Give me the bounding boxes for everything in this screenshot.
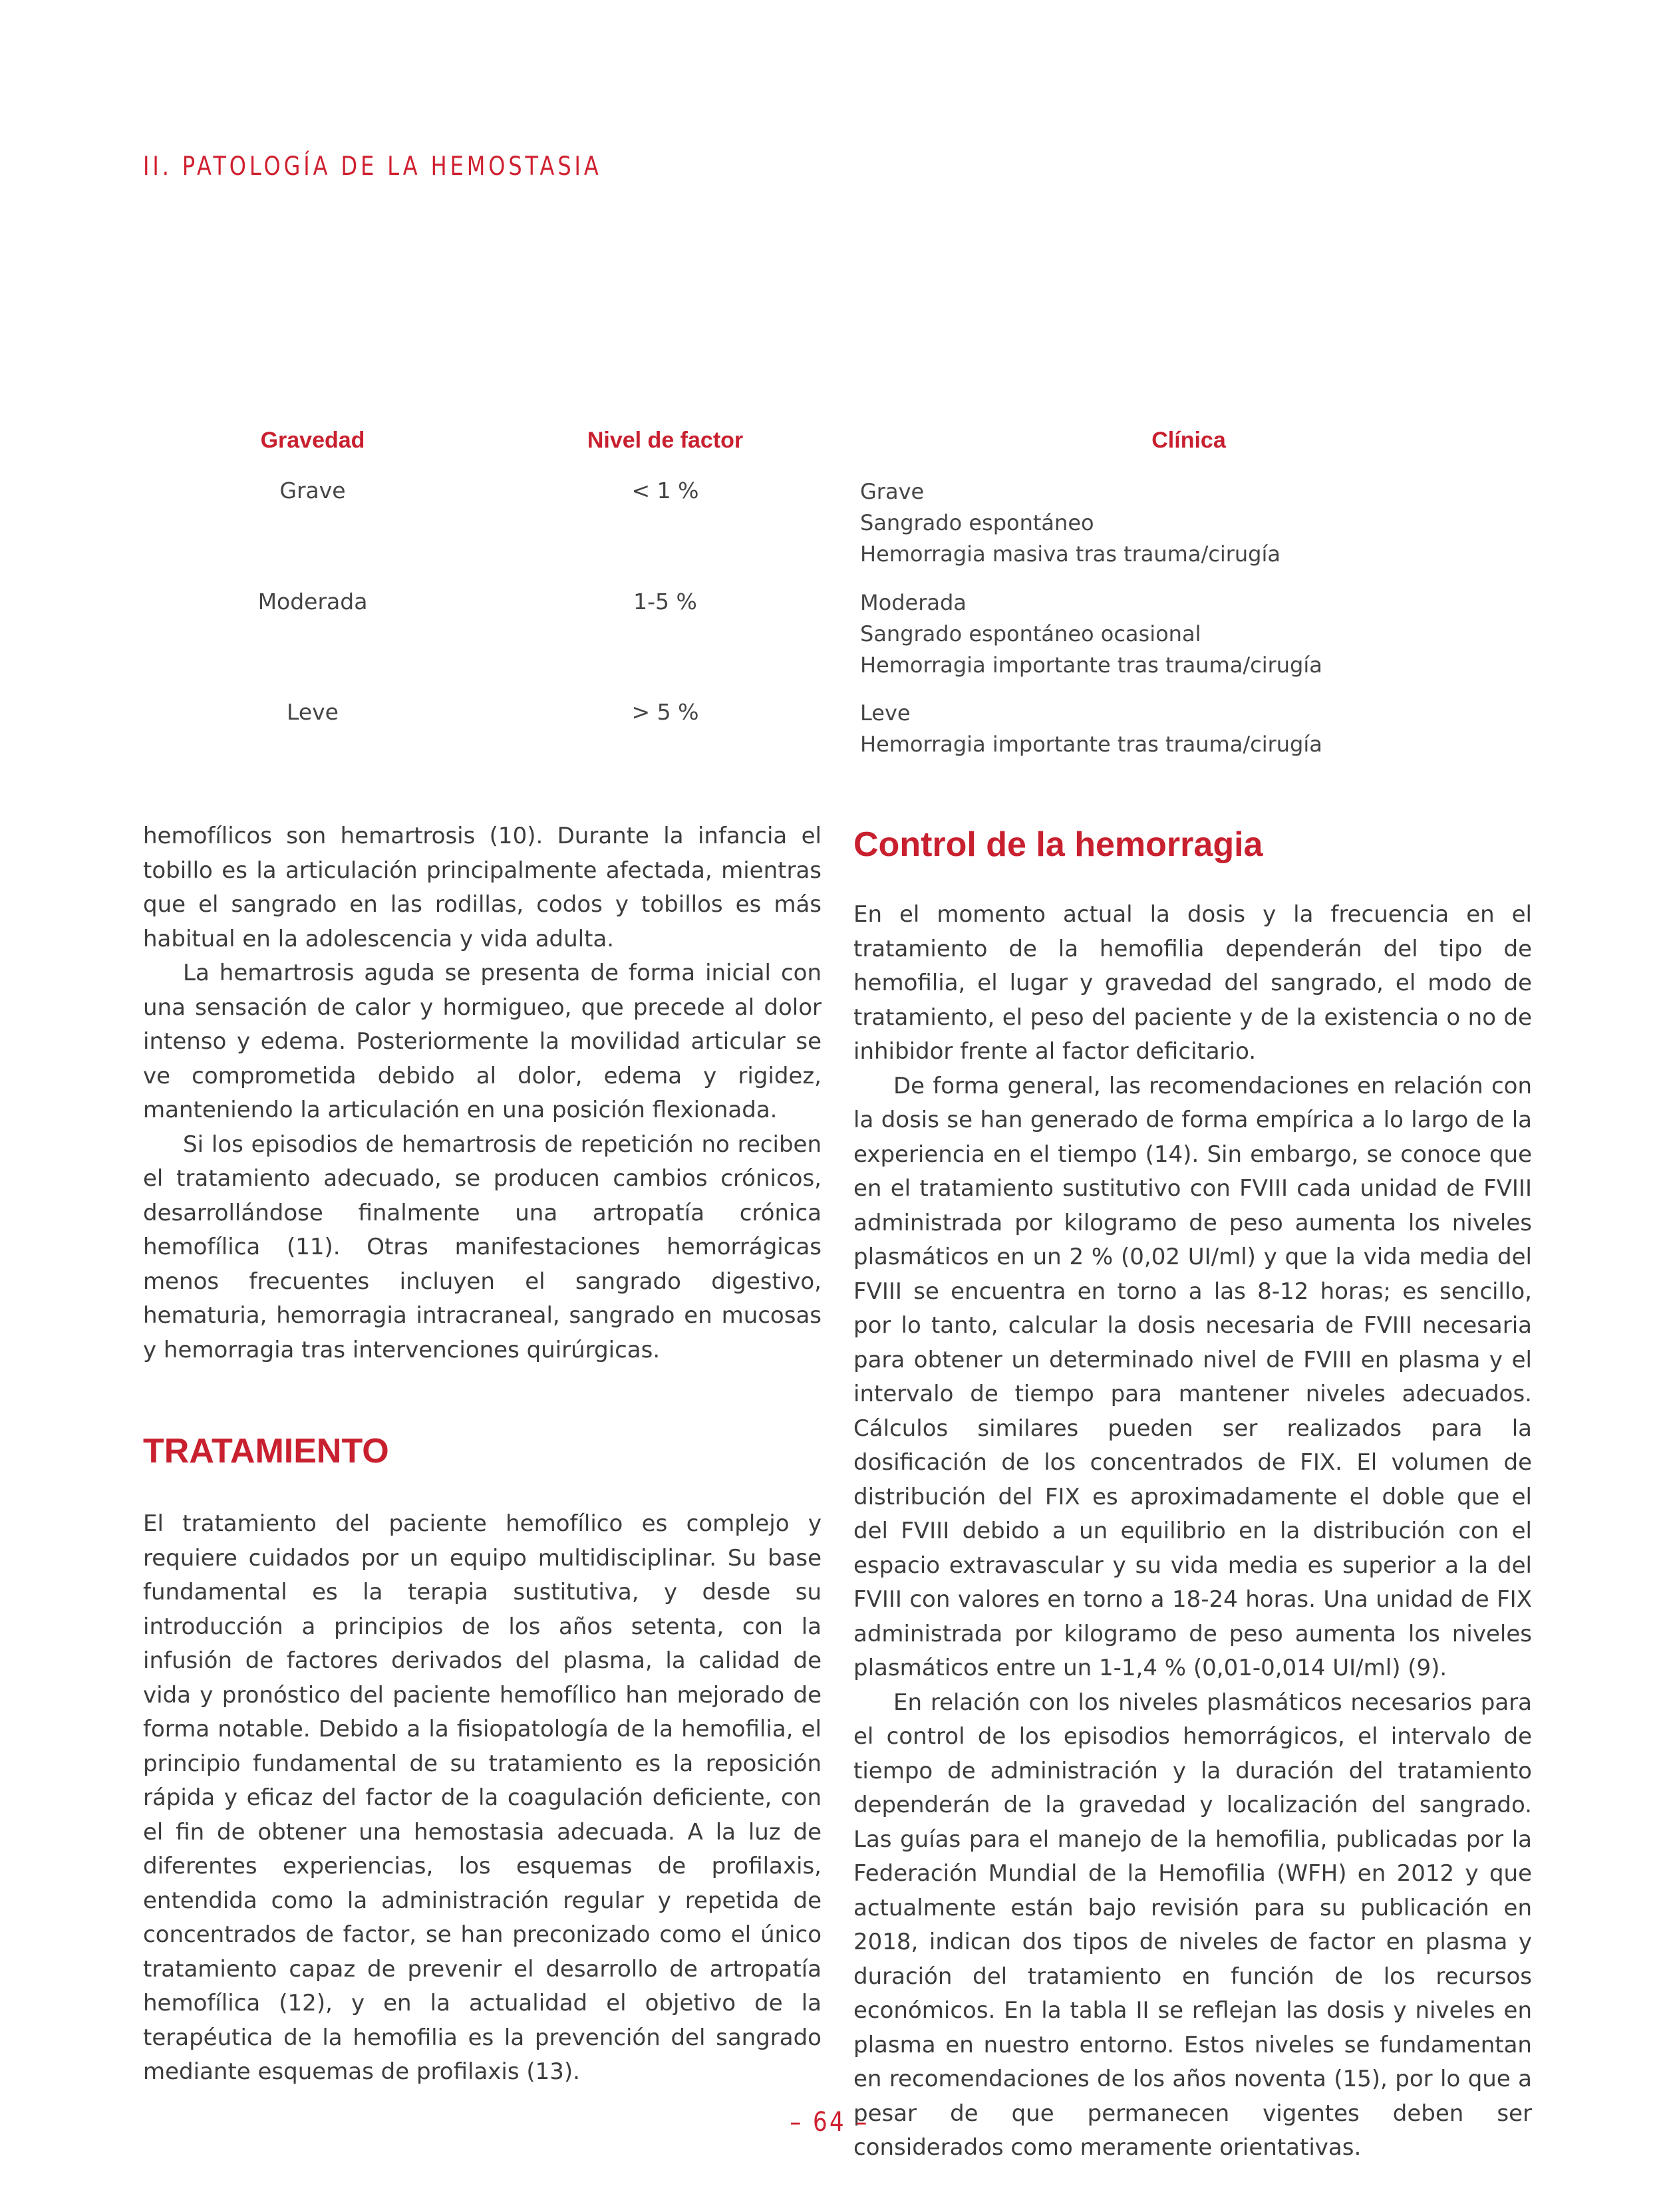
body-paragraph: La hemartrosis aguda se presenta de forma inicial con una sensación de calor y hormigueo, que precede al dolor intenso y edema. Posteriormente la movilidad articular se ve comprometida debido al dolor, edema y rigidez, manteniendo la articulación en una posición flexionada. xyxy=(143,960,822,1123)
table-cell-clinica xyxy=(860,587,1322,681)
clinica-line: Moderada xyxy=(860,590,967,615)
section-heading-tratamiento: TRATAMIENTO xyxy=(143,1432,389,1470)
right-column xyxy=(853,898,1532,2165)
table-header-gravedad: Gravedad xyxy=(260,428,365,453)
body-paragraph: En el momento actual la dosis y la frecuencia en el tratamiento de la hemofilia dependerán del tipo de hemofilia, el lugar y gravedad del sangrado, el modo de tratamiento, el peso del paciente y de la existencia o no de inhibidor frente al factor deficitario. xyxy=(853,901,1532,1065)
page-number: – 64 – xyxy=(790,2107,869,2138)
clinica-line: Leve xyxy=(860,700,911,726)
clinica-line: Hemorragia importante tras trauma/cirugía xyxy=(860,732,1322,757)
clinica-line: Grave xyxy=(860,479,925,504)
table-cell-gravedad: Moderada xyxy=(257,589,368,615)
section-heading-control: Control de la hemorragia xyxy=(853,825,1263,864)
clinica-line: Hemorragia importante tras trauma/cirugía xyxy=(860,652,1322,678)
body-paragraph: De forma general, las recomendaciones en relación con la dosis se han generado de forma empírica a lo largo de la experiencia en el tiempo (14). Sin embargo, se conoce que en el tratamiento sustitutivo con FVIII cada unidad de FVIII administrada por kilogramo de peso aumenta los niveles plasmáticos en un 2 % (0,02 UI/ml) y que la vida media del FVIII se encuentra en torno a las 8-12 horas; es sencillo, por lo tanto, calcular la dosis necesaria de FVIII necesaria para obtener un determinado nivel de FVIII en plasma y el intervalo de tiempo para mantener niveles adecuados. Cálculos similares pueden ser realizados para la dosificación de los concentrados de FIX. El volumen de distribución del FIX es aproximadamente el doble que el del FVIII debido a un equilibrio en la distribución con el espacio extravascular y su vida media es superior a la del FVIII con valores en torno a 18-24 horas. Una unidad de FIX administrada por kilogramo de peso aumenta los niveles plasmáticos entre un 1-1,4 % (0,01-0,014 UI/ml) (9). xyxy=(853,1072,1532,1681)
body-paragraph: hemofílicos son hemartrosis (10). Durante la infancia el tobillo es la articulación principalmente afectada, mientras que el sangrado en las rodillas, codos y tobillos es más habitual en la adolescencia y vida adulta. xyxy=(143,823,822,952)
clinica-line: Sangrado espontáneo xyxy=(860,510,1094,535)
body-paragraph: En relación con los niveles plasmáticos necesarios para el control de los episodios hemorrágicos, el intervalo de tiempo de administración y la duración del tratamiento dependerán de la gravedad y localización del sangrado. Las guías para el manejo de la hemofilia, publicadas por la Federación Mundial de la Hemofilia (WFH) en 2012 y que actualmente están bajo revisión para su publicación en 2018, indican dos tipos de niveles de factor en plasma y duración del tratamiento en función de los recursos económicos. En la tabla II se reflejan las dosis y niveles en plasma en nuestro entorno. Estos niveles se fundamentan en recomendaciones de los años noventa (15), por lo que a pesar de que permanecen vigentes deben ser considerados como meramente orientativas. xyxy=(853,1689,1532,2161)
table-cell-clinica xyxy=(860,698,1322,760)
running-head: II. PATOLOGÍA DE LA HEMOSTASIA xyxy=(143,152,602,182)
table-cell-nivel: > 5 % xyxy=(631,699,699,725)
table-cell-gravedad: Leve xyxy=(287,699,339,725)
table-cell-nivel: 1-5 % xyxy=(633,589,697,615)
left-column-section xyxy=(143,1507,822,2090)
body-paragraph: Si los episodios de hemartrosis de repetición no reciben el tratamiento adecuado, se producen cambios crónicos, desarrollándose finalmente una artropatía crónica hemofílica (11). Otras manifestaciones hemorrágicas menos frecuentes incluyen el sangrado digestivo, hematuria, hemorragia intracraneal, sangrado en mucosas y hemorragia tras intervenciones quirúrgicas. xyxy=(143,1131,822,1363)
table-cell-nivel: < 1 % xyxy=(631,478,699,503)
left-column xyxy=(143,819,822,1367)
table-header-nivel: Nivel de factor xyxy=(587,428,744,453)
table-header-clinica: Clínica xyxy=(1151,428,1226,453)
table-cell-clinica xyxy=(860,476,1281,570)
body-paragraph: El tratamiento del paciente hemofílico es complejo y requiere cuidados por un equipo multidisciplinar. Su base fundamental es la terapia sustitutiva, y desde su introducción a principios de los años setenta, con la infusión de factores derivados del plasma, la calidad de vida y pronóstico del paciente hemofílico han mejorado de forma notable. Debido a la fisiopatología de la hemofilia, el principio fundamental de su tratamiento es la reposición rápida y eficaz del factor de la coagulación deficiente, con el fin de obtener una hemostasia adecuada. A la luz de diferentes experiencias, los esquemas de profilaxis, entendida como la administración regular y repetida de concentrados de factor, se han preconizado como el único tratamiento capaz de prevenir el desarrollo de artropatía hemofílica (12), y en la actualidad el objetivo de la terapéutica de la hemofilia es la prevención del sangrado mediante esquemas de profilaxis (13). xyxy=(143,1510,822,2085)
clinica-line: Sangrado espontáneo ocasional xyxy=(860,621,1201,646)
clinica-line: Hemorragia masiva tras trauma/cirugía xyxy=(860,541,1281,567)
table-cell-gravedad: Grave xyxy=(279,478,346,503)
